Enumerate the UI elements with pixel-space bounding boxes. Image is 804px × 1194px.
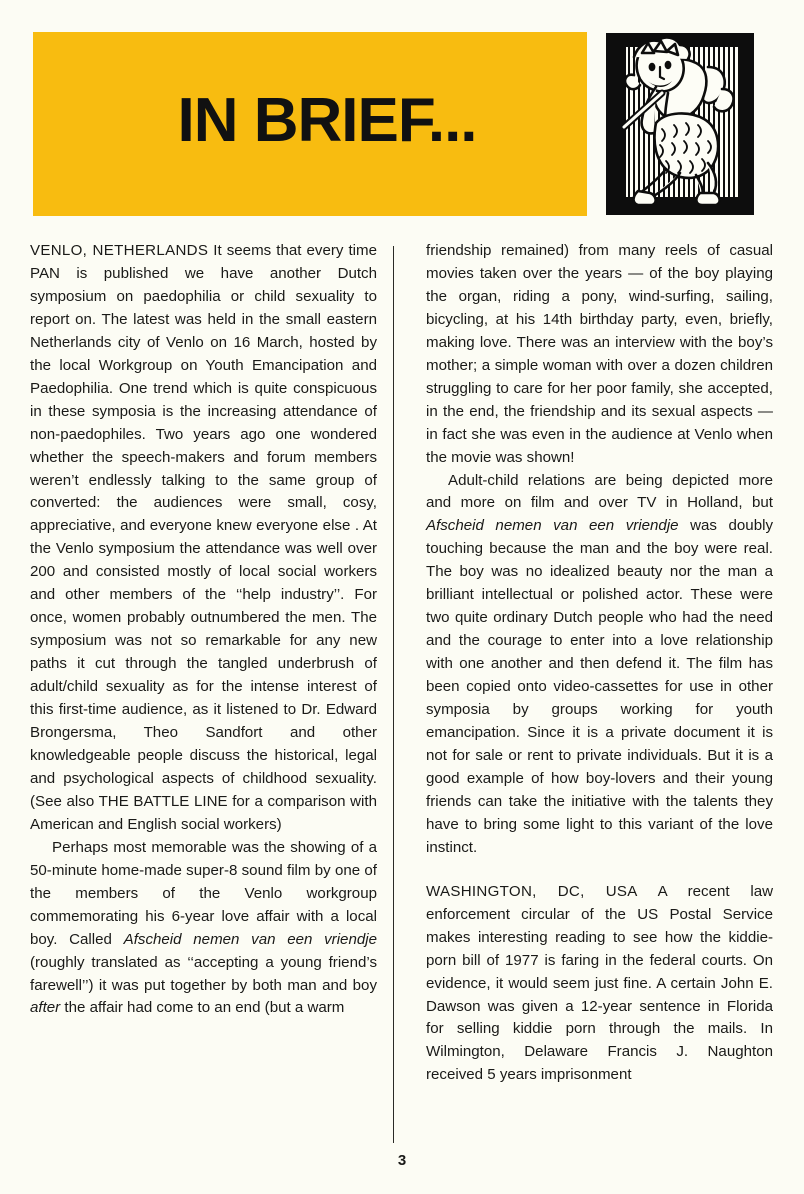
page-number: 3: [397, 1152, 407, 1169]
dateline-venlo: VENLO, NETHERLANDS: [30, 242, 209, 259]
paragraph-text: was doubly touching because the man and the boy were real. The boy was no idealized beauty nor the man a brilliant intellectual or polished actor. These were two quite ordinary Dutch people who had the need and the courage to enter into a love relationship with one another and then defend it. The film has been copied onto video-cassettes for use in other symposia by groups working for youth emancipation. Since it is a private document it is not for sale or rent to private individuals. But it is a good example of how boy-lovers and their young friends can take the initiative with the talents they have to bring some light to this variant of the love instinct.: [426, 517, 773, 856]
paragraph-washington-lead: [426, 881, 773, 1088]
dateline-washington: WASHINGTON, DC, USA: [426, 882, 638, 900]
paragraph-text: It seems that every time PAN is published we have another Dutch symposium on paedophilia or child sexuality to report on. The latest was held in the small eastern Netherlands city of Venlo on 16 March, hosted by the local Workgroup on Youth Emancipation and Paedophilia. One trend which is quite conspicuous in these symposia is the increasing attendance of non-paedophiles. Two years ago one wondered whether the speech-makers and forum members weren’t endlessly talking to the same group of converted: the audiences were small, cosy, appreciative, and everyone knew everyone else . At the Venlo symposium the attendance was well over 200 and consisted mostly of local social workers and other members of the ‘‘help industry’’. For once, women probably outnumbered the men. The symposium was not so remarkable for any new paths it cut through the tangled underbrush of adult/child sexuality as for the intense interest of this first-time audience, as it listened to Dr. Edward Brongersma, Theo Sandfort and other knowledgeable people discuss the historical, legal and psychological aspects of childhood sexuality. (See also THE BATTLE LINE for a comparison with American and English social workers): [30, 242, 377, 833]
article-body: [0, 240, 804, 1150]
paragraph-text: Adult-child relations are being depicted more and more on film and over TV in Holland, but: [426, 471, 773, 512]
masthead: [0, 0, 804, 232]
emphasis-after: after: [30, 999, 61, 1017]
paragraph-text: friendship remained) from many reels of casual movies taken over the years — of the boy playing the organ, riding a pony, wind-surfing, sailing, bicycling, at his 14th birthday party, even, briefly, making love. There was an interview with the boy’s mother; a simple woman with over a dozen children struggling to care for her poor family, she accepted, in the end, the friendship and its sexual aspects — in fact she was even in the audience at Venlo when the movie was shown!: [426, 242, 773, 466]
paragraph-adult-child-relations: [426, 470, 773, 860]
in-brief-banner: [33, 32, 587, 216]
film-title-italic: Afscheid nemen van een vriendje: [426, 517, 679, 535]
paragraph-text: A recent law enforcement circular of the US Postal Service makes interesting reading to see how the kiddie-porn bill of 1977 is faring in the federal courts. On evidence, it would seem just fine. A certain John E. Dawson was given a 12-year sentence in Florida for selling kiddie porn through the mails. In Wilmington, Delaware Francis J. Naughton received 5 years imprisonment: [426, 882, 773, 1084]
paragraph-text: Perhaps most memorable was the showing of a 50-minute home-made super-8 sound film by one of the members of the Venlo workgroup commemorating his 6-year love affair with a local boy. Called: [30, 838, 377, 948]
film-title-italic: Afscheid nemen van een vriendje: [123, 930, 377, 948]
paragraph-film-continued: [426, 240, 773, 470]
text-column-left: [30, 240, 377, 1148]
paragraph-venlo-lead: [30, 240, 377, 837]
paragraph-text: (roughly translated as ‘‘accepting a young friend’s farewell’’) it was put together by both man and boy: [30, 953, 377, 994]
paragraph-film-showing: [30, 837, 377, 1021]
page-title: IN BRIEF...: [177, 86, 477, 155]
text-column-right: [426, 240, 773, 1148]
paragraph-text: the affair had come to an end (but a warm: [60, 999, 345, 1017]
faun-playing-flute-icon: [604, 31, 756, 217]
